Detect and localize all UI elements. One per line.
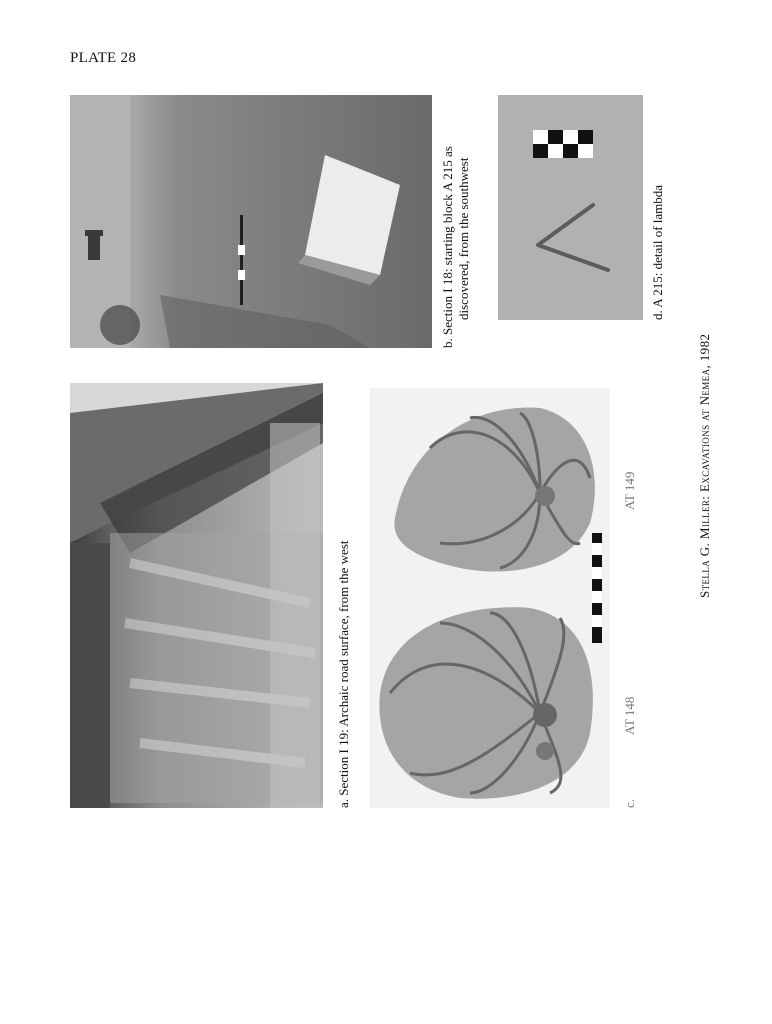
label-at148: AT 148 [622, 696, 637, 735]
photo-c-palmettes [370, 388, 610, 808]
scale-card [533, 130, 593, 158]
photo-a-road-surface [70, 383, 323, 808]
caption-b-line2: discovered, from the southwest [456, 157, 471, 320]
photo-d-lambda-detail [498, 95, 643, 320]
credit-line: Stella G. Miller: Excavations at Nemea, 1982 [697, 333, 712, 598]
photo-b-starting-block [70, 95, 432, 348]
caption-d: d. A 215: detail of lambda [650, 184, 665, 320]
scale-bar [592, 533, 602, 643]
label-c: c. [622, 798, 637, 808]
caption-b-line1: b. Section I 18: starting block A 215 as [440, 146, 455, 348]
plate-title: PLATE 28 [70, 50, 137, 66]
label-at149: AT 149 [622, 471, 637, 510]
caption-a: a. Section I 19: Archaic road surface, from the west [336, 540, 351, 808]
